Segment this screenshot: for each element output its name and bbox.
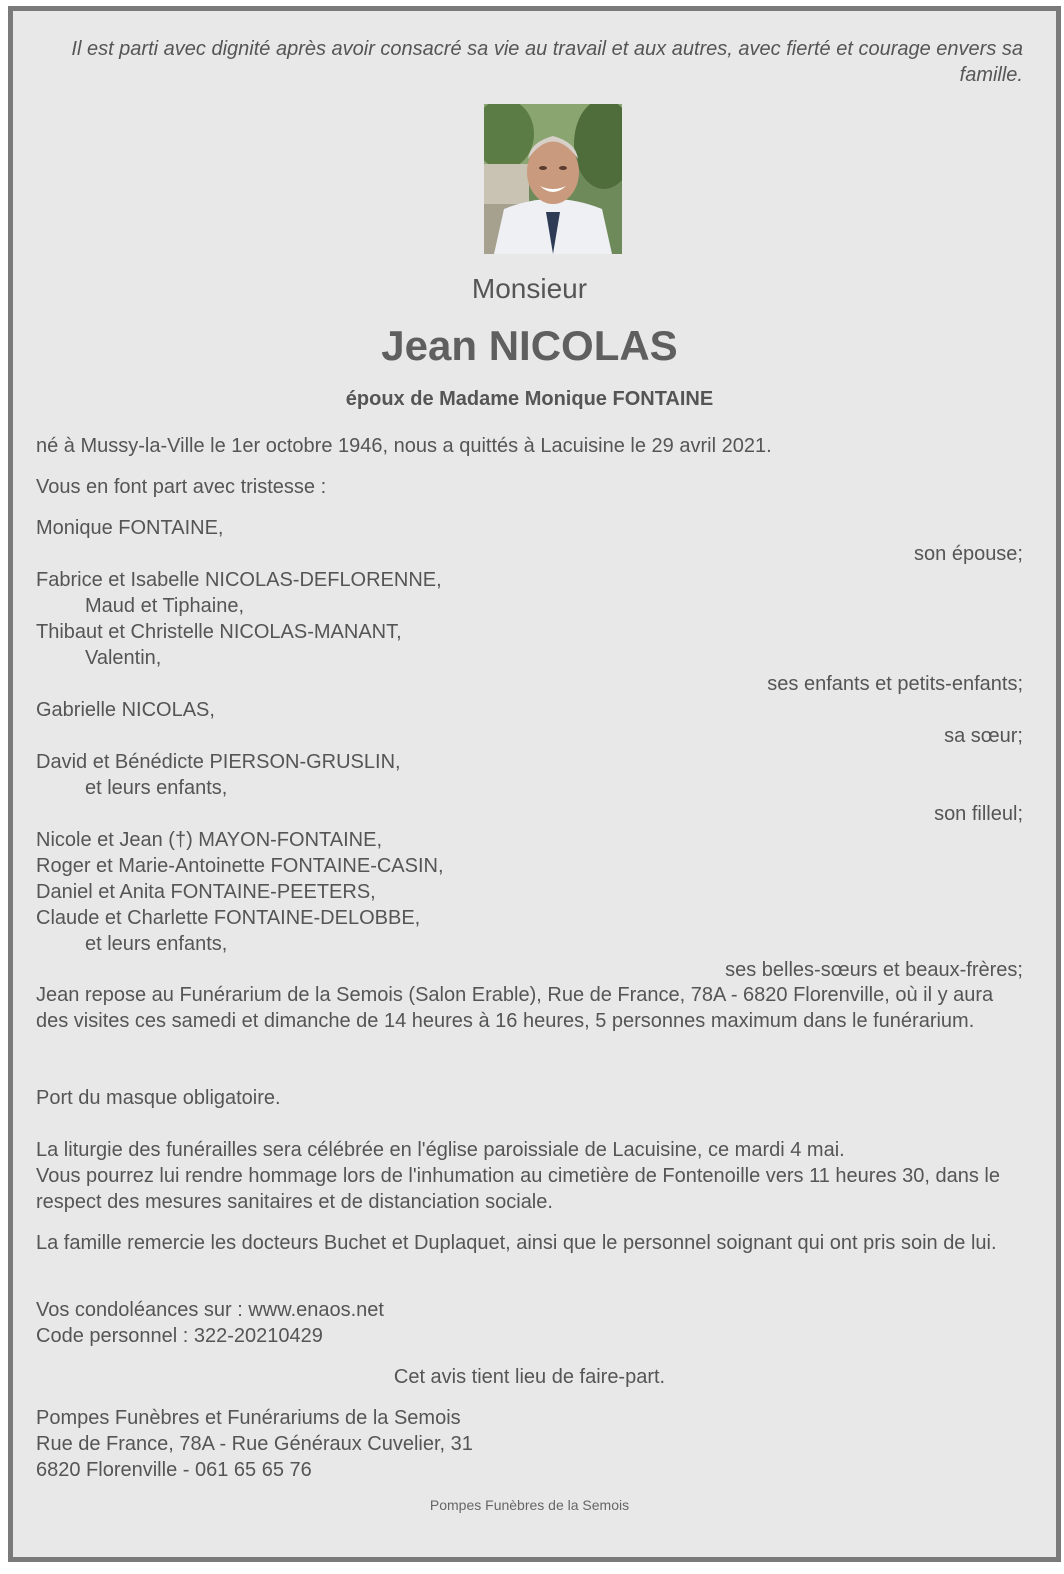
visitation-paragraph: Jean repose au Funérarium de la Semois (Salon Erable), Rue de France, 78A - 6820 Florenville, où il y aura des visites ces samedi et dimanche de 14 heures à 16 heures, 5 personnes maximum dans le funérarium. [36, 984, 994, 1032]
family-relation: sa sœur; [944, 725, 1023, 747]
spouse-line: époux de Madame Monique FONTAINE [345, 388, 714, 410]
family-member: Thibaut et Christelle NICOLAS-MANANT, [36, 621, 402, 643]
announcement-line: Vous en font part avec tristesse : [36, 476, 327, 498]
personal-code-line: Code personnel : 322-20210429 [36, 1325, 323, 1347]
birth-death-line: né à Mussy-la-Ville le 1er octobre 1946, nous a quittés à Lacuisine le 29 avril 2021. [36, 435, 772, 457]
family-member: Gabrielle NICOLAS, [36, 699, 215, 721]
thanks-paragraph: La famille remercie les docteurs Buchet et Duplaquet, ainsi que le personnel soignant qui ont pris soin de lui. [36, 1232, 997, 1254]
obituary-card [8, 6, 1061, 1562]
condolences-line: Vos condoléances sur : www.enaos.net [36, 1299, 384, 1321]
family-member: Fabrice et Isabelle NICOLAS-DEFLORENNE, [36, 569, 442, 591]
funeral-home-contact: 6820 Florenville - 061 65 65 76 [36, 1459, 312, 1481]
liturgy-line: La liturgie des funérailles sera célébrée en l'église paroissiale de Lacuisine, ce mardi 4 mai. [36, 1139, 845, 1161]
faire-part-notice: Cet avis tient lieu de faire-part. [393, 1366, 666, 1388]
family-member: et leurs enfants, [85, 933, 228, 955]
civility-title: Monsieur [471, 273, 588, 304]
intro-quote: Il est parti avec dignité après avoir consacré sa vie au travail et aux autres, avec fierté et courage envers sa famille. [71, 38, 1023, 86]
family-member: Roger et Marie-Antoinette FONTAINE-CASIN, [36, 855, 444, 877]
family-member: Valentin, [85, 647, 162, 669]
burial-paragraph: Vous pourrez lui rendre hommage lors de l'inhumation au cimetière de Fontenoille vers 11 heures 30, dans le respect des mesures sanitaires et de distanciation sociale. [36, 1165, 1000, 1213]
family-member: Claude et Charlette FONTAINE-DELOBBE, [36, 907, 421, 929]
family-relation: ses belles-sœurs et beaux-frères; [725, 959, 1023, 981]
family-member: Nicole et Jean (†) MAYON-FONTAINE, [36, 829, 382, 851]
family-member: Daniel et Anita FONTAINE-PEETERS, [36, 881, 376, 903]
funeral-home-name: Pompes Funèbres et Funérariums de la Semois [36, 1407, 461, 1429]
family-member: Monique FONTAINE, [36, 517, 224, 539]
family-member: et leurs enfants, [85, 777, 228, 799]
family-relation: son filleul; [934, 803, 1023, 825]
footer-signature: Pompes Funèbres de la Semois [429, 1497, 630, 1513]
funeral-home-address: Rue de France, 78A - Rue Généraux Cuvelier, 31 [36, 1433, 473, 1455]
family-member: David et Bénédicte PIERSON-GRUSLIN, [36, 751, 401, 773]
deceased-name: Jean NICOLAS [381, 322, 678, 369]
family-member: Maud et Tiphaine, [85, 595, 244, 617]
family-relation: son épouse; [914, 543, 1023, 565]
portrait-photo [484, 104, 622, 254]
mask-notice: Port du masque obligatoire. [36, 1087, 281, 1109]
family-relation: ses enfants et petits-enfants; [767, 673, 1023, 695]
